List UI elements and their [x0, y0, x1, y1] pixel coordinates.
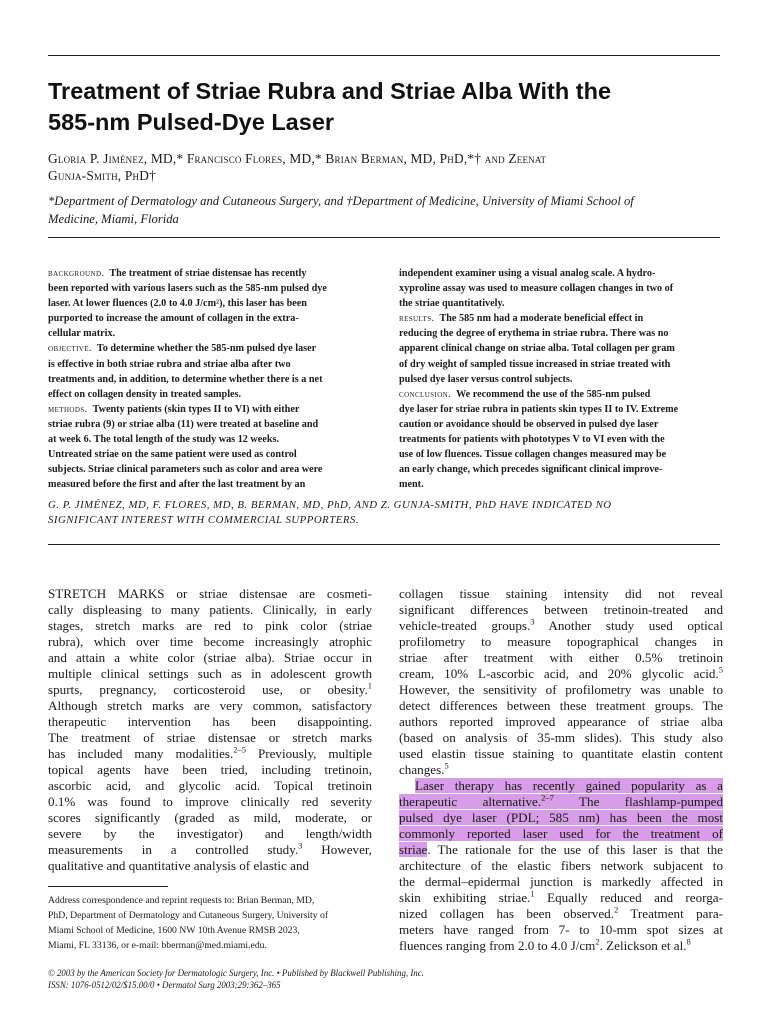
- body-line: [399, 634, 723, 650]
- body-text: collagen tissue staining intensity did not reveal: [399, 586, 723, 601]
- body-text: Previously, multiple: [246, 746, 372, 761]
- body-text: significant differences between tretinoin-treated and: [399, 602, 723, 617]
- citation-superscript: 8: [686, 936, 691, 947]
- citation-superscript: 2: [613, 904, 619, 915]
- body-line: [399, 586, 723, 602]
- body-text: detect differences between these treatment groups. The: [399, 698, 723, 713]
- disclosure-line-2: SIGNIFICANT INTEREST WITH COMMERCIAL SUPPORTERS.: [48, 514, 360, 526]
- abstract-section-label: background.: [48, 268, 105, 279]
- abstract-text: cellular matrix.: [48, 328, 116, 340]
- body-text: The flashlamp-pumped: [553, 794, 723, 809]
- citation-superscript: 2–7: [541, 792, 554, 803]
- body-text: . The rationale for the use of this laser is that the: [427, 842, 723, 857]
- citation-superscript: 3: [298, 840, 303, 851]
- abstract-section-label: methods.: [48, 403, 88, 415]
- citation-superscript: 2–5: [233, 744, 247, 755]
- body-text: vehicle-treated groups.: [399, 618, 531, 633]
- abstract-text: We recommend the use of the 585-nm pulsed: [456, 388, 651, 400]
- title-line-2: 585-nm Pulsed-Dye Laser: [48, 109, 335, 135]
- abstract-line: [48, 477, 370, 492]
- abstract-text: The treatment of striae distensae has recently: [109, 268, 307, 279]
- body-text: qualitative and quantitative analysis of elastic and: [48, 858, 310, 873]
- body-text: measurements in a controlled study.: [48, 842, 299, 857]
- abstract-line: [48, 462, 370, 477]
- body-text: spurts, pregnancy, corticosteroid use, or obesity.: [48, 682, 368, 697]
- body-text: the dermal–epidermal junction is markedly affected in: [399, 874, 723, 889]
- body-text: authors reported improved appearance of striae alba: [399, 714, 723, 729]
- body-line: [399, 666, 723, 682]
- abstract-text: been reported with various lasers such as the 585-nm pulsed dye: [48, 283, 327, 295]
- body-text: However,: [302, 842, 373, 857]
- body-line: [48, 714, 372, 730]
- authors-line-2: Gunja-Smith, PhD†: [48, 168, 156, 183]
- abstract-line: [48, 432, 370, 447]
- abstract-line: [399, 462, 721, 477]
- abstract-line: [399, 372, 721, 387]
- body-line: [48, 682, 372, 698]
- highlighted-text: [399, 826, 723, 841]
- abstract-line: [48, 372, 370, 387]
- body-text: profilometry to measure topographical changes in: [399, 634, 723, 649]
- body-line: [48, 858, 372, 874]
- highlighted-text: [415, 778, 723, 793]
- abstract-text: an early change, which precedes significant clinical improve-: [399, 464, 663, 476]
- body-line: [48, 698, 372, 714]
- abstract-text: purported to increase the amount of collagen in the extra-: [48, 313, 299, 325]
- affiliation-line-1: *Department of Dermatology and Cutaneous Surgery, and †Department of Medicine, University of Miami School of: [48, 194, 634, 208]
- body-line: [399, 730, 723, 746]
- body-text: architecture of the elastic fibers network subjacent to: [399, 858, 723, 873]
- abstract-text: Untreated striae on the same patient were used as control: [48, 449, 297, 461]
- abstract-text: striae rubra (9) or striae alba (11) were treated at baseline and: [48, 418, 319, 430]
- body-text: used elastin tissue staining to quantitate elastin content: [399, 746, 723, 761]
- body-text-left-column: [48, 586, 372, 874]
- body-text: Another study used optical: [534, 618, 723, 633]
- body-text: severe by the investigator) and length/width: [48, 826, 372, 841]
- body-text: cally displeasing to many patients. Clinically, in early: [48, 602, 372, 617]
- body-text: scores significantly (graded as mild, moderate, or: [48, 810, 372, 825]
- footnote-line: Miami School of Medicine, 1600 NW 10th Avenue RMSB 2023,: [48, 925, 300, 936]
- body-text: stages, stretch marks are red to pink color (striae: [48, 618, 372, 633]
- body-line: [399, 890, 723, 906]
- body-text: nized collagen has been observed.: [399, 906, 614, 921]
- correspondence-footnote: [48, 893, 372, 953]
- body-line: [399, 922, 723, 938]
- abstract-text: The 585 nm had a moderate beneficial effect in: [439, 313, 644, 325]
- body-line: [399, 858, 723, 874]
- abstract-text: effect on collagen density in treated samples.: [48, 388, 242, 400]
- body-text: therapeutic alternative.: [399, 794, 542, 809]
- body-text: commonly reported laser used for the treatment of: [399, 826, 723, 841]
- body-text: fluences ranging from 2.0 to 4.0 J/cm: [399, 938, 596, 953]
- abstract-line: [48, 357, 370, 372]
- citation-superscript: 5: [718, 664, 723, 675]
- abstract-line: [48, 417, 370, 432]
- abstract-text: is effective in both striae rubra and striae alba after two: [48, 358, 291, 370]
- abstract-line: [399, 402, 721, 417]
- abstract-text: measured before the first and after the last treatment by an: [48, 479, 306, 491]
- abstract-line: [399, 477, 721, 492]
- citation-superscript: 3: [530, 616, 535, 627]
- affiliations: [48, 192, 728, 228]
- abstract-section-label: objective.: [48, 343, 92, 355]
- copyright-line-1: © 2003 by the American Society for Dermatologic Surgery, Inc. • Published by Blackwell Publishing, Inc.: [48, 968, 424, 978]
- body-line: [48, 634, 372, 650]
- body-line: [399, 938, 723, 954]
- abstract-text: at week 6. The total length of the study was 12 weeks.: [48, 434, 280, 446]
- copyright-notice: [48, 967, 548, 991]
- body-line: [48, 666, 372, 682]
- body-text: multiple clinical settings such as in adolescent growth: [48, 666, 372, 681]
- body-line: [399, 762, 723, 778]
- body-line: [48, 826, 372, 842]
- highlighted-text: [399, 810, 723, 825]
- body-text: therapeutic intervention has been disappointing.: [48, 714, 372, 729]
- abstract-text: use of low fluences. Tissue collagen changes measured may be: [399, 449, 667, 461]
- body-line: [399, 618, 723, 634]
- body-text: Laser therapy has recently gained popularity as a: [415, 778, 723, 793]
- highlighted-text: [399, 794, 723, 809]
- abstract-line: [48, 402, 370, 417]
- body-text: meters have ranged from 7- to 10-mm spot sizes at: [399, 922, 723, 937]
- body-line: [399, 778, 723, 794]
- abstract-line: [399, 296, 721, 311]
- body-text: The treatment of striae distensae or stretch marks: [48, 730, 372, 745]
- abstract-text: dye laser for striae rubra in patients skin types II to IV. Extreme: [399, 403, 679, 415]
- abstract-section-label: conclusion.: [399, 388, 452, 400]
- body-line: [399, 602, 723, 618]
- abstract-text: the striae quantitatively.: [399, 298, 505, 310]
- footnote-rule: [48, 886, 168, 887]
- abstract-text: independent examiner using a visual analog scale. A hydro-: [399, 268, 656, 279]
- affiliation-line-2: Medicine, Miami, Florida: [48, 212, 179, 226]
- citation-superscript: 1: [530, 888, 535, 899]
- abstract-line: [399, 281, 721, 296]
- footnote-line: PhD, Department of Dermatology and Cutaneous Surgery, University of: [48, 910, 329, 921]
- body-text: striae after treatment with either 0.5% tretinoin: [399, 650, 723, 665]
- body-line: [48, 650, 372, 666]
- body-line: [399, 826, 723, 842]
- abstract-line: [48, 447, 370, 462]
- body-line: [399, 794, 723, 810]
- article-title: [48, 76, 728, 138]
- body-text: Although stretch marks are very common, satisfactory: [48, 698, 372, 713]
- abstract-line: [399, 432, 721, 447]
- body-line: [399, 874, 723, 890]
- abstract-line: [399, 447, 721, 462]
- body-line: [399, 906, 723, 922]
- author-list: [48, 150, 728, 184]
- abstract-text: ment.: [399, 479, 424, 491]
- citation-superscript: 2: [595, 936, 600, 947]
- abstract-text: subjects. Striae clinical parameters such as color and area were: [48, 464, 323, 476]
- abstract-line: [48, 387, 370, 402]
- abstract-bottom-rule: [48, 544, 720, 545]
- body-line: [48, 746, 372, 762]
- body-line: [48, 842, 372, 858]
- abstract-text: laser. At lower fluences (2.0 to 4.0 J/cm²), this laser has been: [48, 298, 307, 310]
- body-text: ascorbic acid, and glycolic acid. Topical tretinoin: [48, 778, 372, 793]
- abstract-text: Twenty patients (skin types II to VI) with either: [92, 403, 300, 415]
- abstract-text: of dry weight of sampled tissue increased in striae treated with: [399, 358, 671, 370]
- body-text: Equally reduced and reorga-: [534, 890, 723, 905]
- body-line: [48, 762, 372, 778]
- copyright-line-2: ISSN: 1076-0512/02/$15.00/0 • Dermatol Surg 2003;29:362–365: [48, 980, 281, 990]
- body-text: STRETCH MARKS or striae distensae are cosmeti-: [48, 586, 372, 601]
- authors-line-1: Gloria P. Jiménez, MD,* Francisco Flores, MD,* Brian Berman, MD, PhD,*† and Zeenat: [48, 151, 547, 166]
- body-text-right-column: [399, 586, 723, 954]
- body-line: [399, 810, 723, 826]
- abstract-text: treatments and, in addition, to determine whether there is a net: [48, 373, 323, 385]
- body-line: [399, 698, 723, 714]
- abstract-section-label: results.: [399, 313, 435, 325]
- abstract-line: [48, 311, 370, 326]
- body-text: . Zelickson et al.: [599, 938, 687, 953]
- citation-superscript: 5: [444, 760, 449, 771]
- body-line: [48, 794, 372, 810]
- abstract-text: apparent clinical change on striae alba. Total collagen per gram: [399, 343, 675, 355]
- abstract-text: treatments for patients with phototypes V to VI even with the: [399, 434, 665, 446]
- abstract-text: xyproline assay was used to measure collagen changes in two of: [399, 283, 674, 295]
- body-line: [399, 650, 723, 666]
- body-line: [48, 602, 372, 618]
- body-line: [399, 682, 723, 698]
- abstract-line: [399, 341, 721, 356]
- body-text: (based on analysis of 35-mm slides). This study also: [399, 730, 723, 745]
- top-rule: [48, 55, 720, 56]
- abstract-line: [48, 326, 370, 341]
- body-line: [48, 810, 372, 826]
- citation-superscript: 1: [367, 680, 372, 691]
- abstract-line: [399, 311, 721, 326]
- header-rule: [48, 237, 720, 238]
- footnote-line: Address correspondence and reprint requests to: Brian Berman, MD,: [48, 895, 315, 906]
- body-text: 0.1% was found to improve clinically red severity: [48, 794, 372, 809]
- conflict-of-interest-statement: [48, 498, 728, 528]
- abstract-line: [399, 326, 721, 341]
- abstract-line: [48, 281, 370, 296]
- body-line: [399, 746, 723, 762]
- abstract-line: [48, 266, 370, 281]
- title-line-1: Treatment of Striae Rubra and Striae Alba With the: [48, 78, 612, 104]
- abstract-right-column: [399, 266, 721, 492]
- highlighted-text: striae: [399, 842, 428, 857]
- body-line: [399, 714, 723, 730]
- disclosure-line-1: G. P. JIMÉNEZ, MD, F. FLORES, MD, B. BERMAN, MD, PhD, AND Z. GUNJA-SMITH, PhD HAVE INDICATED NO: [48, 499, 612, 511]
- body-line: [399, 842, 723, 858]
- body-text: has included many modalities.: [48, 746, 234, 761]
- body-text: Treatment para-: [618, 906, 724, 921]
- body-text: pulsed dye laser (PDL; 585 nm) has been the most: [399, 810, 723, 825]
- abstract-text: reducing the degree of erythema in striae rubra. There was no: [399, 328, 669, 340]
- body-line: [48, 586, 372, 602]
- body-text: and attain a white color (striae alba). Striae occur in: [48, 650, 372, 665]
- abstract-line: [399, 387, 721, 402]
- abstract-line: [399, 357, 721, 372]
- body-text: rubra), which over time become increasingly atrophic: [48, 634, 372, 649]
- abstract-line: [48, 341, 370, 356]
- body-text: However, the sensitivity of profilometry was unable to: [399, 682, 723, 697]
- abstract-text: caution or avoidance should be observed in pulsed dye laser: [399, 418, 659, 430]
- body-text: skin exhibiting striae.: [399, 890, 531, 905]
- body-line: [48, 618, 372, 634]
- body-text: changes.: [399, 762, 445, 777]
- abstract-left-column: [48, 266, 370, 492]
- body-text: topical agents have been tried, including tretinoin,: [48, 762, 372, 777]
- abstract-line: [399, 417, 721, 432]
- abstract-line: [399, 266, 721, 281]
- body-line: [48, 730, 372, 746]
- abstract-line: [48, 296, 370, 311]
- footnote-line: Miami, FL 33136, or e-mail: bberman@med.miami.edu.: [48, 940, 267, 951]
- body-line: [48, 778, 372, 794]
- abstract-text: To determine whether the 585-nm pulsed dye laser: [96, 343, 317, 355]
- body-text: cream, 10% L-ascorbic acid, and 20% glycolic acid.: [399, 666, 719, 681]
- abstract-text: pulsed dye laser versus control subjects.: [399, 373, 573, 385]
